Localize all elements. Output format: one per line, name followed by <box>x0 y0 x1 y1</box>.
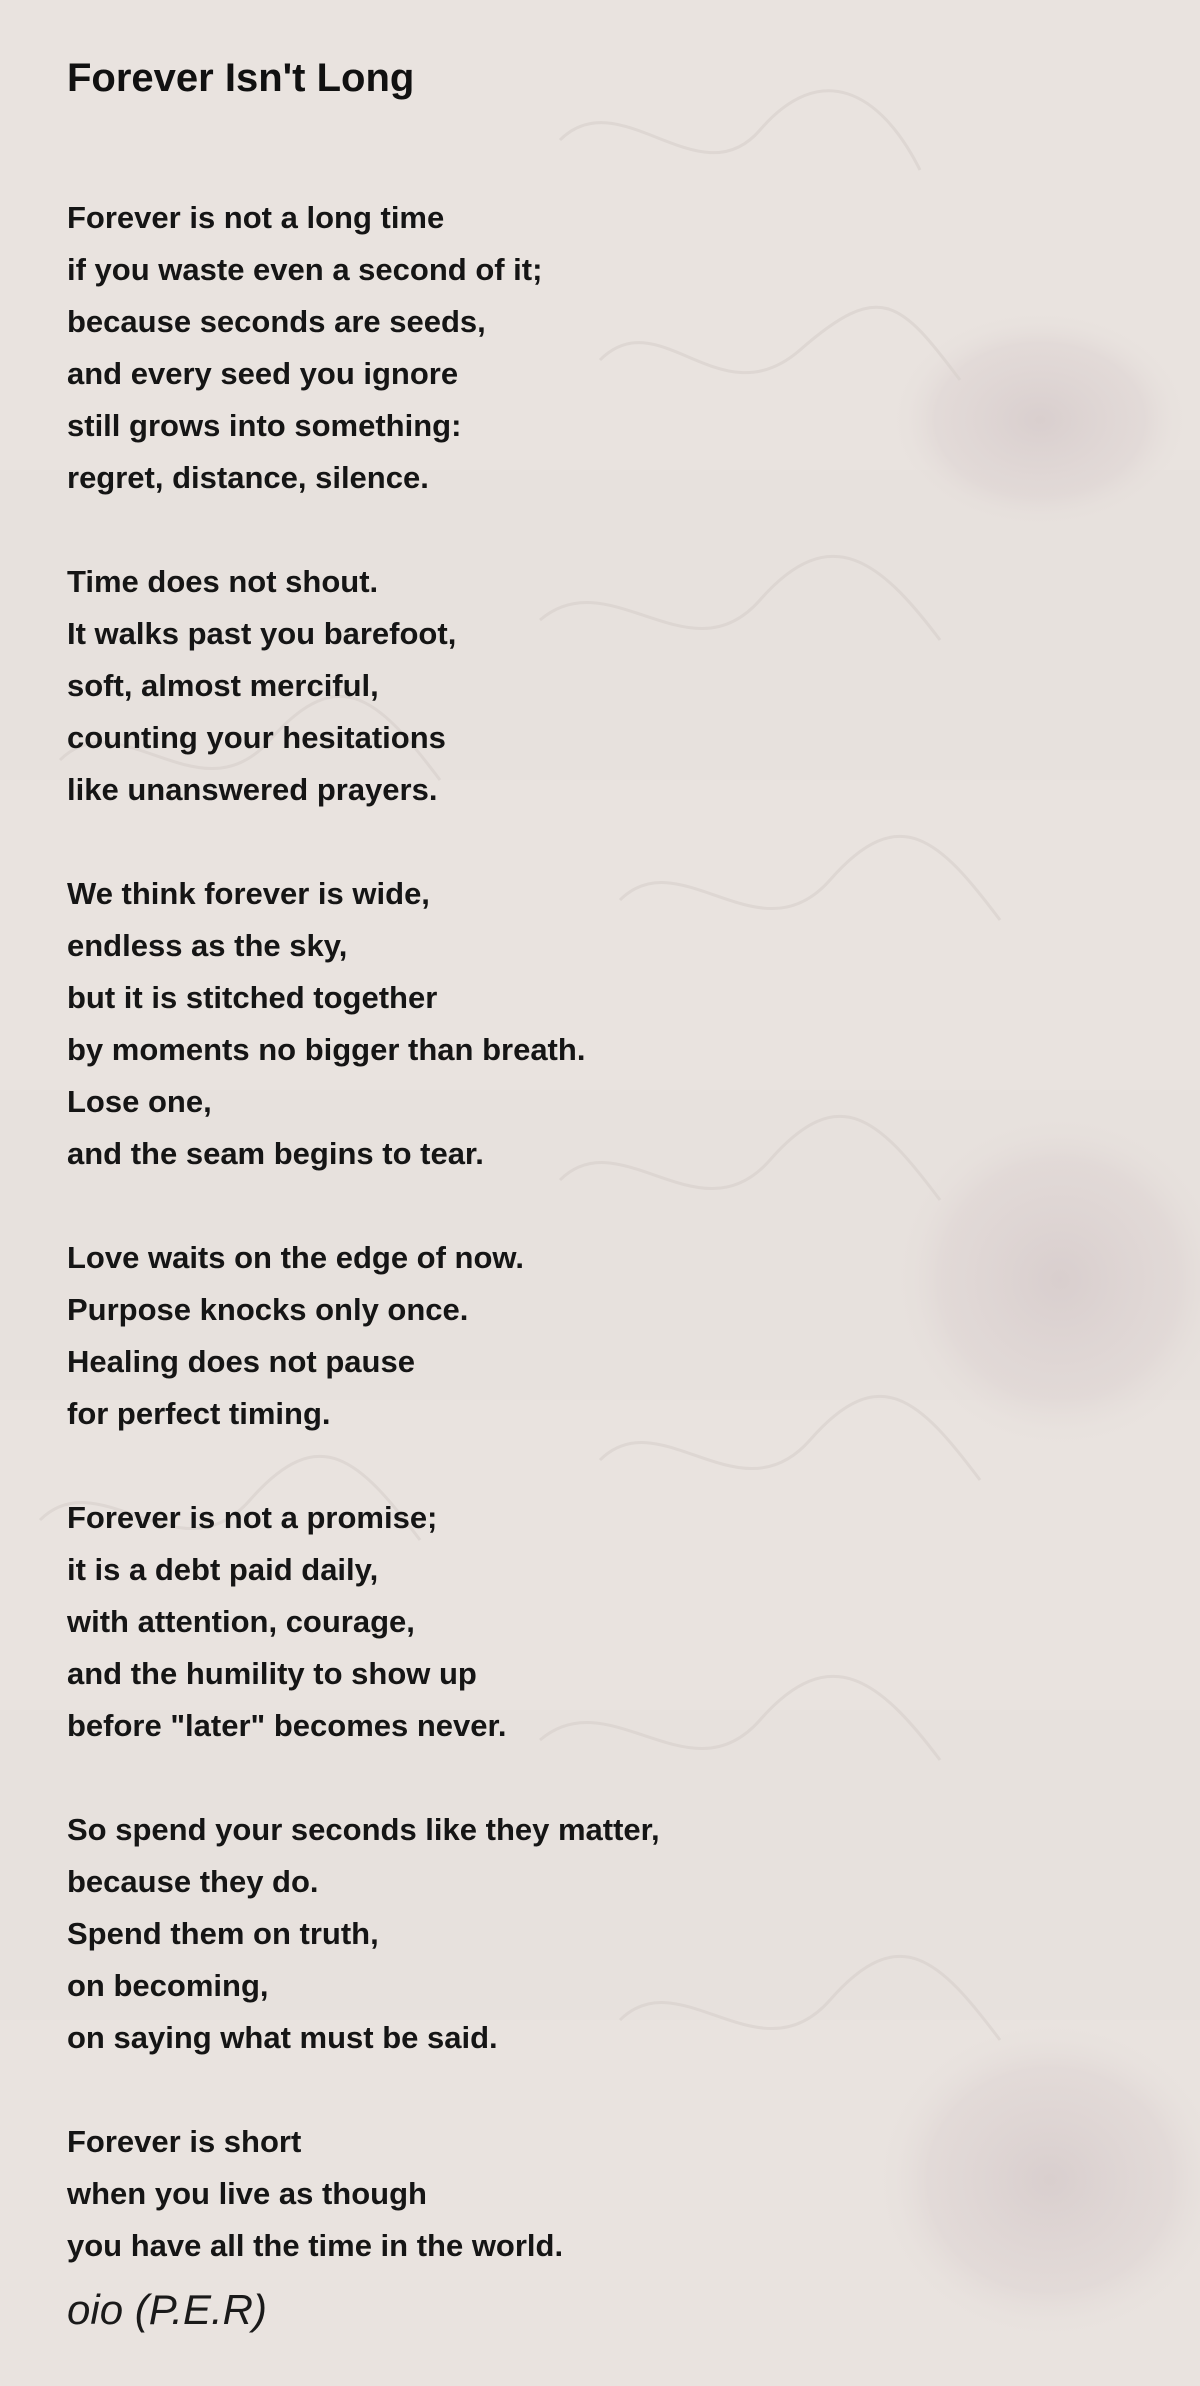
poem-line: Purpose knocks only once. <box>67 1292 469 1327</box>
poem-line: when you live as though <box>67 2176 427 2211</box>
poem-stanza <box>67 556 1147 816</box>
poem-stanza <box>67 2116 1147 2272</box>
poem-author: oio (P.E.R) <box>67 2286 267 2333</box>
poem-line: you have all the time in the world. <box>67 2228 564 2263</box>
poem-stanza <box>67 192 1147 504</box>
poem-line: still grows into something: <box>67 408 462 443</box>
poem-title: Forever Isn't Long <box>67 56 415 100</box>
poem-stanza <box>67 1804 1147 2064</box>
poem-line: because they do. <box>67 1864 319 1899</box>
poem-container <box>67 48 1147 2324</box>
poem-line: Time does not shout. <box>67 564 379 599</box>
poem-line: it is a debt paid daily, <box>67 1552 379 1587</box>
poem-line: because seconds are seeds, <box>67 304 486 339</box>
poem-line: Forever is not a long time <box>67 200 445 235</box>
poem-line: like unanswered prayers. <box>67 772 438 807</box>
poem-line: Forever is short <box>67 2124 302 2159</box>
poem-line: and the humility to show up <box>67 1656 477 1691</box>
poem-line: endless as the sky, <box>67 928 348 963</box>
poem-line: and every seed you ignore <box>67 356 459 391</box>
poem-line: on becoming, <box>67 1968 269 2003</box>
poem-line: counting your hesitations <box>67 720 446 755</box>
poem-line: by moments no bigger than breath. <box>67 1032 586 1067</box>
poem-line: before "later" becomes never. <box>67 1708 507 1743</box>
poem-line: but it is stitched together <box>67 980 438 1015</box>
poem-stanza <box>67 868 1147 1180</box>
poem-line: Forever is not a promise; <box>67 1500 438 1535</box>
poem-line: regret, distance, silence. <box>67 460 429 495</box>
poem-line: Healing does not pause <box>67 1344 415 1379</box>
poem-line: soft, almost merciful, <box>67 668 379 703</box>
poem-stanza <box>67 1232 1147 1440</box>
poem-line: if you waste even a second of it; <box>67 252 543 287</box>
poem-line: We think forever is wide, <box>67 876 430 911</box>
poem-stanza <box>67 1492 1147 1752</box>
poem-line: and the seam begins to tear. <box>67 1136 484 1171</box>
poem-body <box>67 192 1147 2272</box>
poem-line: Love waits on the edge of now. <box>67 1240 524 1275</box>
poem-line: with attention, courage, <box>67 1604 415 1639</box>
poem-line: Spend them on truth, <box>67 1916 379 1951</box>
poem-line: It walks past you barefoot, <box>67 616 457 651</box>
poem-line: Lose one, <box>67 1084 212 1119</box>
poem-line: So spend your seconds like they matter, <box>67 1812 660 1847</box>
poem-line: on saying what must be said. <box>67 2020 498 2055</box>
poem-line: for perfect timing. <box>67 1396 331 1431</box>
